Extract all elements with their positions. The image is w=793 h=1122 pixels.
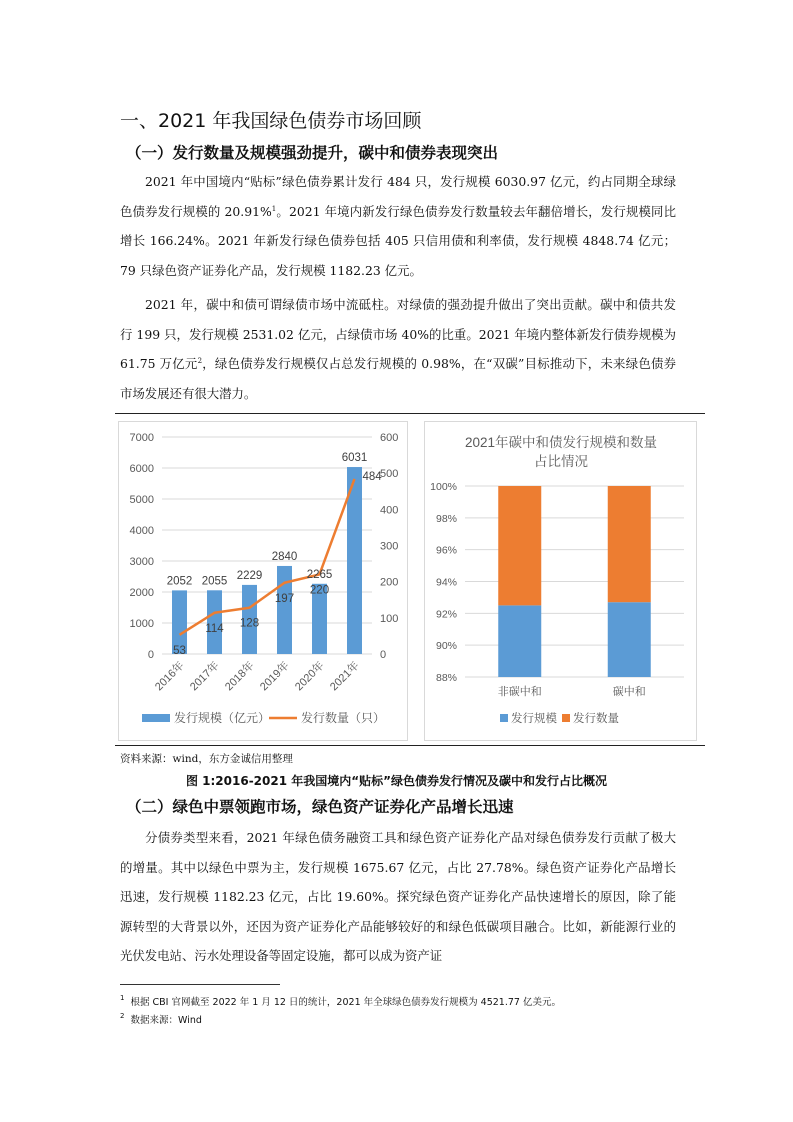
right-axis-tick: 600: [380, 432, 399, 444]
left-axis-tick: 5000: [129, 494, 154, 506]
bar-data-label: 2052: [166, 575, 193, 588]
y-axis-tick: 96%: [435, 544, 457, 557]
right-axis-tick: 500: [380, 468, 399, 481]
footnote-2: [120, 1012, 202, 1026]
right-axis-tick: 100: [380, 612, 399, 625]
y-axis-tick: 98%: [435, 512, 457, 525]
y-axis-tick: 100%: [430, 481, 457, 493]
paragraph-1: [120, 167, 676, 285]
bar-data-label: 2265: [306, 568, 333, 581]
figure-source: 资料来源：wind，东方金诚信用整理: [120, 753, 293, 765]
stacked-bar-segment: [608, 486, 651, 602]
chart-box-left: [118, 421, 408, 741]
left-axis-tick: 4000: [129, 525, 154, 537]
chart-title-line2: 占比情况: [534, 454, 588, 469]
left-axis-tick: 1000: [129, 618, 154, 630]
x-axis-category: 2019年: [258, 659, 292, 694]
chart-title-line1: 2021年碳中和债发行规模和数量: [464, 435, 658, 450]
right-axis-tick: 200: [380, 576, 399, 589]
paragraph-1-text-b: 。2021 年境内新发行绿色债券发行数量较去年翻倍增长，发行规模同比增长 166.24%。2021 年新发行绿色债券包括 405 只信用债和利率债，发行规模 4848.74 亿元；79 只绿色资产证券化产品，发行规模 1182.23 亿元。: [120, 203, 676, 278]
y-axis-tick: 90%: [435, 640, 457, 653]
y-axis-tick: 92%: [435, 608, 457, 621]
line-series: [180, 479, 355, 635]
legend-label-line: 发行数量（只）: [301, 711, 386, 725]
x-axis-category: 2017年: [188, 659, 222, 694]
footnote-ref-2[interactable]: 2: [197, 357, 203, 366]
left-axis-tick: 3000: [129, 556, 154, 568]
x-axis-category: 2016年: [153, 659, 187, 694]
y-axis-tick: 94%: [435, 576, 457, 589]
line-data-label: 114: [205, 622, 224, 635]
footnote-2-num: 2: [120, 1012, 125, 1020]
x-axis-category: 碳中和: [612, 686, 646, 698]
legend-label-bar: 发行规模（亿元）: [174, 711, 271, 725]
footnote-2-text: 数据来源：Wind: [130, 1015, 202, 1026]
legend-label-2: 发行数量: [573, 713, 619, 725]
bar-data-label: 6031: [341, 452, 368, 465]
subsection-title-2: （二）绿色中票领跑市场，绿色资产证券化产品增长迅速: [126, 798, 514, 816]
x-axis-category: 2021年: [328, 659, 362, 694]
y-axis-tick: 88%: [435, 672, 457, 684]
subsection-title-1: （一）发行数量及规模强劲提升，碳中和债券表现突出: [126, 144, 499, 162]
bar-data-label: 2055: [201, 575, 228, 588]
bar: [274, 566, 295, 654]
bar-data-label: 2840: [271, 550, 298, 563]
stacked-bar-segment: [498, 486, 541, 605]
chart-box-right: [424, 421, 697, 741]
footnote-1-num: 1: [120, 994, 125, 1002]
line-data-label: 484: [362, 470, 382, 483]
section-title: 一、2021 年我国绿色债券市场回顾: [120, 110, 422, 132]
left-axis-tick: 7000: [129, 432, 154, 444]
legend-swatch-orange: [562, 714, 570, 722]
stacked-bar-segment: [608, 602, 651, 677]
footnote-ref-1[interactable]: 1: [271, 204, 277, 213]
stacked-chart: [425, 422, 696, 740]
figure-bottom-rule: [115, 745, 705, 746]
left-axis-tick: 0: [147, 649, 154, 661]
paragraph-3: [120, 823, 676, 971]
left-axis-tick: 2000: [129, 587, 154, 599]
line-data-label: 220: [309, 584, 330, 597]
line-data-label: 128: [239, 617, 260, 630]
x-axis-category: 2020年: [293, 659, 327, 694]
right-axis-tick: 0: [380, 649, 387, 661]
legend-swatch-bar: [142, 714, 170, 722]
bar-data-label: 2229: [236, 569, 263, 582]
stacked-bar-segment: [498, 605, 541, 677]
combo-chart: [119, 422, 407, 740]
legend-label-1: 发行规模: [511, 713, 557, 725]
footnote-rule: [120, 984, 280, 985]
x-axis-category: 非碳中和: [497, 686, 542, 698]
paragraph-2-text-a: 2021 年，碳中和债可谓绿债市场中流砥柱。对绿债的强劲提升做出了突出贡献。碳中和债共发行 199 只，发行规模 2531.02 亿元，占绿债市场 40%的比重。2021 年境内整体新发行债券规模为 61.75 万亿元: [120, 297, 676, 372]
paragraph-2-text-b: ，绿色债券发行规模仅占总发行规模的 0.98%，在“双碳”目标推动下，未来绿色债券市场发展还有很大潜力。: [120, 356, 676, 401]
line-data-label: 53: [173, 644, 186, 657]
line-data-label: 197: [274, 592, 295, 605]
footnote-1: [120, 994, 561, 1008]
legend-swatch-blue: [500, 714, 508, 722]
footnote-1-text: 根据 CBI 官网截至 2022 年 1 月 12 日的统计，2021 年全球绿色债券发行规模为 4521.77 亿美元。: [130, 997, 561, 1008]
paragraph-1-text-a: 2021 年中国境内“贴标”绿色债券累计发行 484 只，发行规模 6030.97 亿元，约占同期全球绿色债券发行规模的 20.91%: [120, 174, 676, 219]
right-axis-tick: 300: [380, 540, 399, 553]
paragraph-3-text: 分债券类型来看，2021 年绿色债务融资工具和绿色资产证券化产品对绿色债券发行贡献了极大的增量。其中以绿色中票为主，发行规模 1675.67 亿元，占比 27.78%。绿色资产证券化产品增长迅速，发行规模 1182.23 亿元，占比 19.60%。探究绿色资产证券化产品快速增长的原因，除了能源转型的大背景以外，还因为资产证券化产品能够较好的和绿色低碳项目融合。比如，新能源行业的光伏发电站、污水处理设备等固定设施，都可以成为资产证: [120, 830, 676, 964]
x-axis-category: 2018年: [223, 659, 257, 694]
right-axis-tick: 400: [380, 504, 399, 517]
paragraph-2: [120, 290, 676, 408]
figure-caption: 图 1:2016-2021 年我国境内“贴标”绿色债券发行情况及碳中和发行占比概况: [185, 774, 608, 788]
figure-top-rule: [115, 413, 705, 414]
left-axis-tick: 6000: [129, 463, 154, 475]
